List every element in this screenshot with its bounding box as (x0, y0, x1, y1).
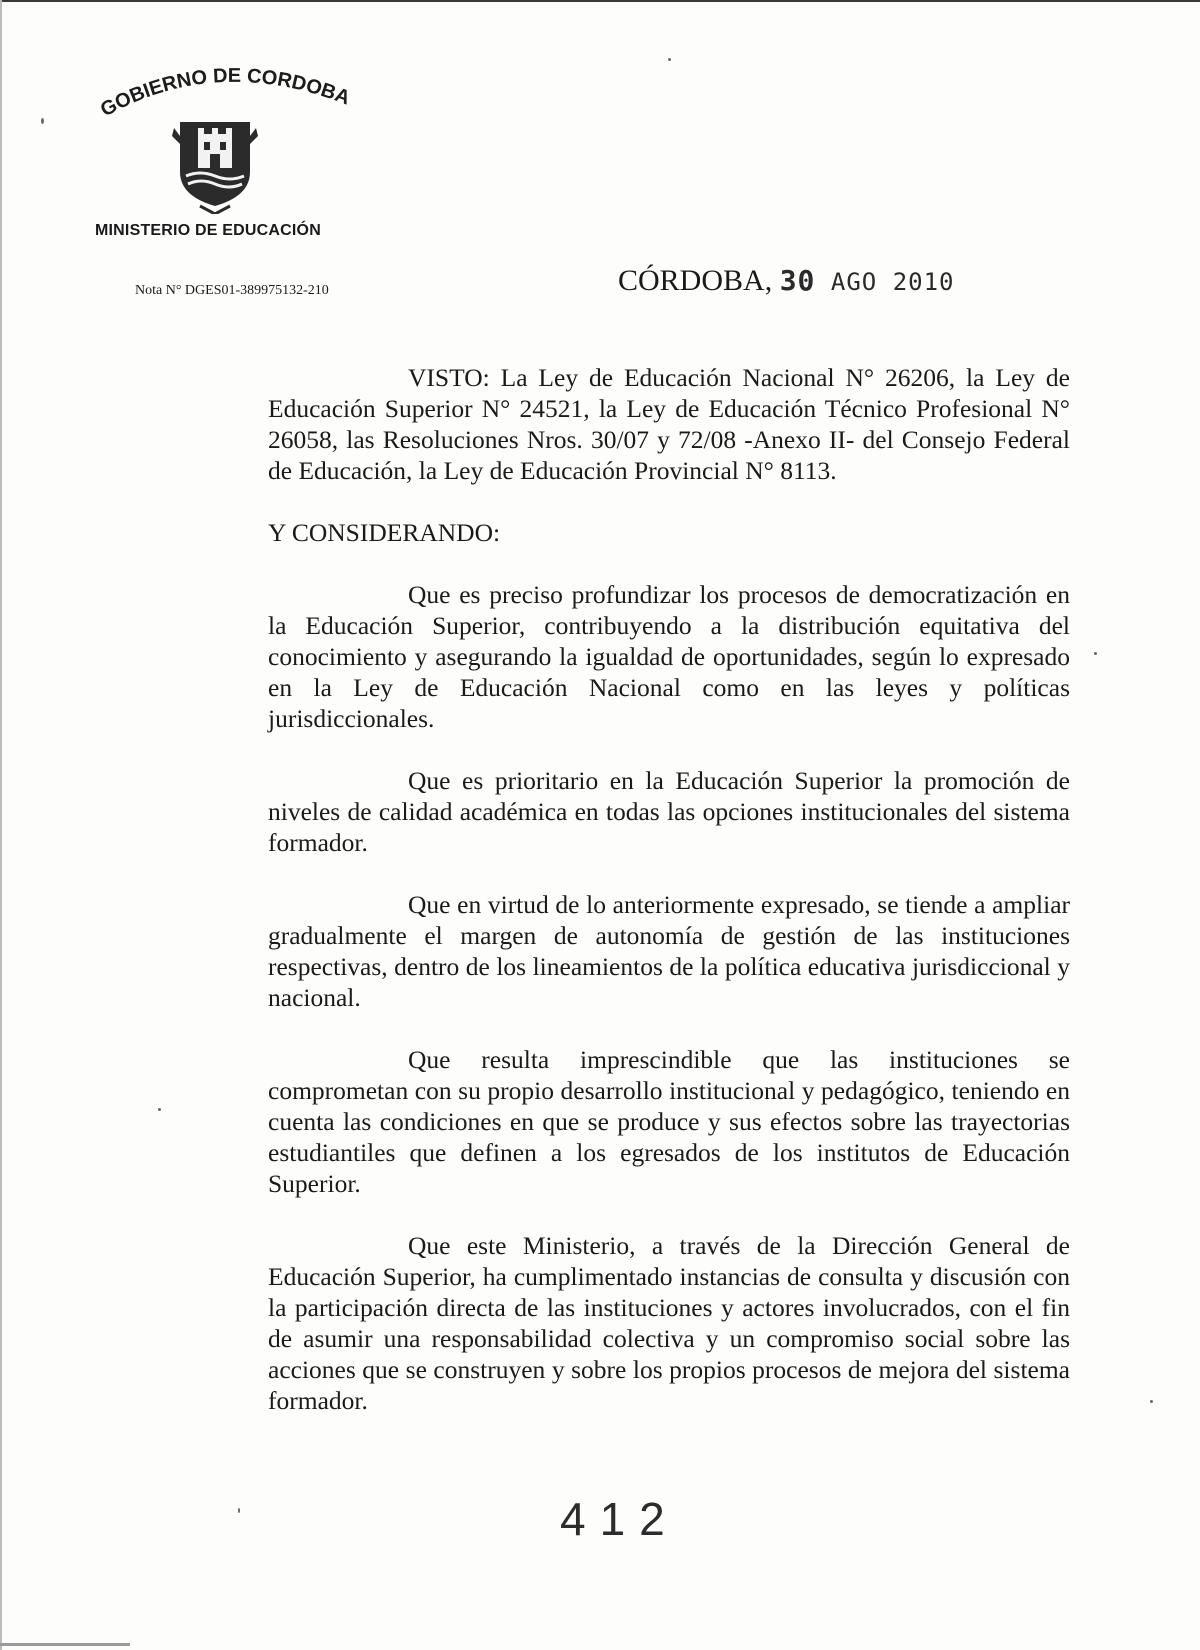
scan-speck (1150, 1400, 1153, 1403)
considerando-paragraph: Que es preciso profundizar los procesos de democratización en la Educación Superior, contribuyendo a la distribución equitativa del conocimiento y asegurando la igualdad de oportunidades, según lo expresado en la Ley de Educación Nacional como en las leyes y políticas jurisdiccionales. (268, 580, 1070, 733)
date-year: 2010 (892, 268, 955, 296)
scan-speck (158, 1108, 161, 1111)
note-reference: Nota N° DGES01-389975132-210 (135, 283, 329, 298)
page-number-stamp: 412 (560, 1493, 679, 1545)
considerando-paragraph: Que este Ministerio, a través de la Dirección General de Educación Superior, ha cumplimentado instancias de consulta y discusión con la participación directa de las instituciones y actores involucrados, con el fin de asumir una responsabilidad colectiva y un compromiso social sobre las acciones que se construyen y sobre los propios procesos de mejora del sistema formador. (268, 1231, 1070, 1415)
coat-of-arms-icon (170, 114, 260, 214)
scan-speck (41, 118, 44, 124)
considerando-heading: Y CONSIDERANDO: (268, 518, 501, 547)
date-day: 30 (779, 264, 816, 297)
scan-speck (668, 58, 671, 61)
scan-edge-bottom (0, 1643, 130, 1646)
document-body (268, 362, 1070, 1447)
scan-edge-top (0, 0, 1200, 2)
scan-speck (1094, 652, 1097, 655)
scan-edge-left (0, 0, 2, 1650)
considerando-paragraph: Que resulta imprescindible que las instituciones se comprometan con su propio desarrollo institucional y pedagógico, teniendo en cuenta las condiciones en que se produce y sus efectos sobre las trayectorias estudiantiles que definen a los egresados de los institutos de Educación Superior. (268, 1045, 1070, 1198)
government-name: GOBIERNO DE CORDOBA (96, 64, 353, 122)
government-arc-text (95, 62, 365, 122)
date-stamp (779, 264, 955, 297)
dateline (618, 264, 954, 298)
considerando-paragraph: Que es prioritario en la Educación Superior la promoción de niveles de calidad académica en todas las opciones institucionales del sistema formador. (268, 766, 1070, 857)
considerando-paragraph: Que en virtud de lo anteriormente expresado, se tiende a ampliar gradualmente el margen de autonomía de gestión de las instituciones respectivas, dentro de los lineamientos de la política educativa jurisdiccional y nacional. (268, 890, 1070, 1012)
date-month: AGO (830, 268, 878, 296)
dateline-place: CÓRDOBA, (618, 264, 773, 297)
visto-paragraph: VISTO: La Ley de Educación Nacional N° 26206, la Ley de Educación Superior N° 24521, la Ley de Educación Técnico Profesional N° 26058, las Resoluciones Nros. 30/07 y 72/08 -Anexo II- del Consejo Federal de Educación, la Ley de Educación Provincial N° 8113. (268, 363, 1070, 485)
svg-text:GOBIERNO DE CORDOBA (97, 65, 353, 121)
ministry-name: MINISTERIO DE EDUCACIÓN (95, 222, 321, 239)
scan-speck (238, 1508, 240, 1513)
